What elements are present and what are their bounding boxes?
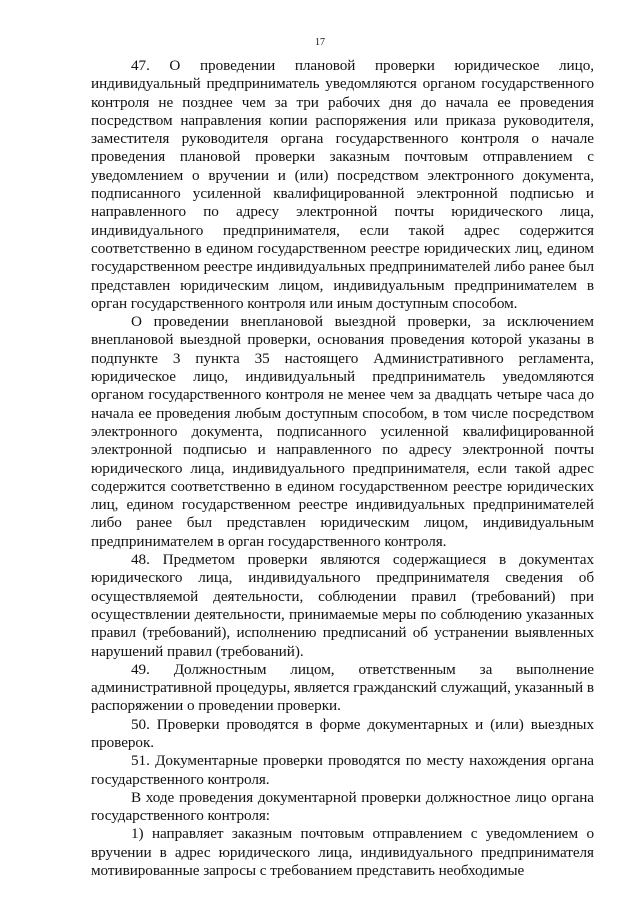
paragraph-47: 47. О проведении плановой проверки юридическое лицо, индивидуальный предприниматель уведомляются органом государственного контроля не позднее чем за три рабочих дня до начала ее проведения посредством направления копии распоряжения или приказа руководителя, заместителя руководителя органа государственного контроля о начале проведения плановой проверки заказным почтовым отправлением с уведомлением о вручении и (или) посредством электронного документа, подписанного усиленной квалифицированной электронной подписью и направленного по адресу электронной почты юридического лица, индивидуального предпринимателя, если такой адрес содержится соответственно в едином государственном реестре юридических лиц, едином государственном реестре индивидуальных предпринимателей либо ранее был представлен юридическим лицом, индивидуальным предпринимателем в орган государственного контроля или иным доступным способом. [91, 57, 594, 312]
paragraph-50: 50. Проверки проводятся в форме документарных и (или) выездных проверок. [91, 715, 594, 751]
paragraph-51: 51. Документарные проверки проводятся по месту нахождения органа государственного контроля. [91, 752, 594, 788]
paragraph-unscheduled-inspection-notice: О проведении внеплановой выездной проверки, за исключением внеплановой выездной проверки, основания проведения которой указаны в подпункте 3 пункта 35 настоящего Административного регламента, юридическое лицо, индивидуальный предприниматель уведомляются органом государственного контроля не менее чем за двадцать четыре часа до начала ее проведения любым доступным способом, в том числе посредством электронного документа, подписанного усиленной квалифицированной электронной подписью и направленного по адресу электронной почты юридического лица, индивидуального предпринимателя, если такой адрес содержится соответственно в едином государственном реестре юридических лиц, едином государственном реестре индивидуальных предпринимателей либо ранее был представлен юридическим лицом, индивидуальным предпринимателем в орган государственного контроля. [91, 313, 594, 550]
paragraph-documentary-check-duties: В ходе проведения документарной проверки должностное лицо органа государственного контроля: [91, 788, 594, 825]
document-body [91, 57, 594, 880]
paragraph-item-1: 1) направляет заказным почтовым отправлением с уведомлением о вручении в адрес юридического лица, индивидуального предпринимателя мотивированные запросы с требованием представить необходимые [91, 825, 594, 880]
paragraph-48: 48. Предметом проверки являются содержащиеся в документах юридического лица, индивидуального предпринимателя сведения об осуществляемой деятельности, соблюдении правил (требований) при осуществлении деятельности, принимаемые меры по соблюдению указанных правил (требований), исполнению предписаний об устранении выявленных нарушений правил (требований). [91, 551, 594, 660]
paragraph-49: 49. Должностным лицом, ответственным за выполнение административной процедуры, является гражданский служащий, указанный в распоряжении о проведении проверки. [91, 660, 594, 715]
page-number: 17 [315, 37, 325, 48]
